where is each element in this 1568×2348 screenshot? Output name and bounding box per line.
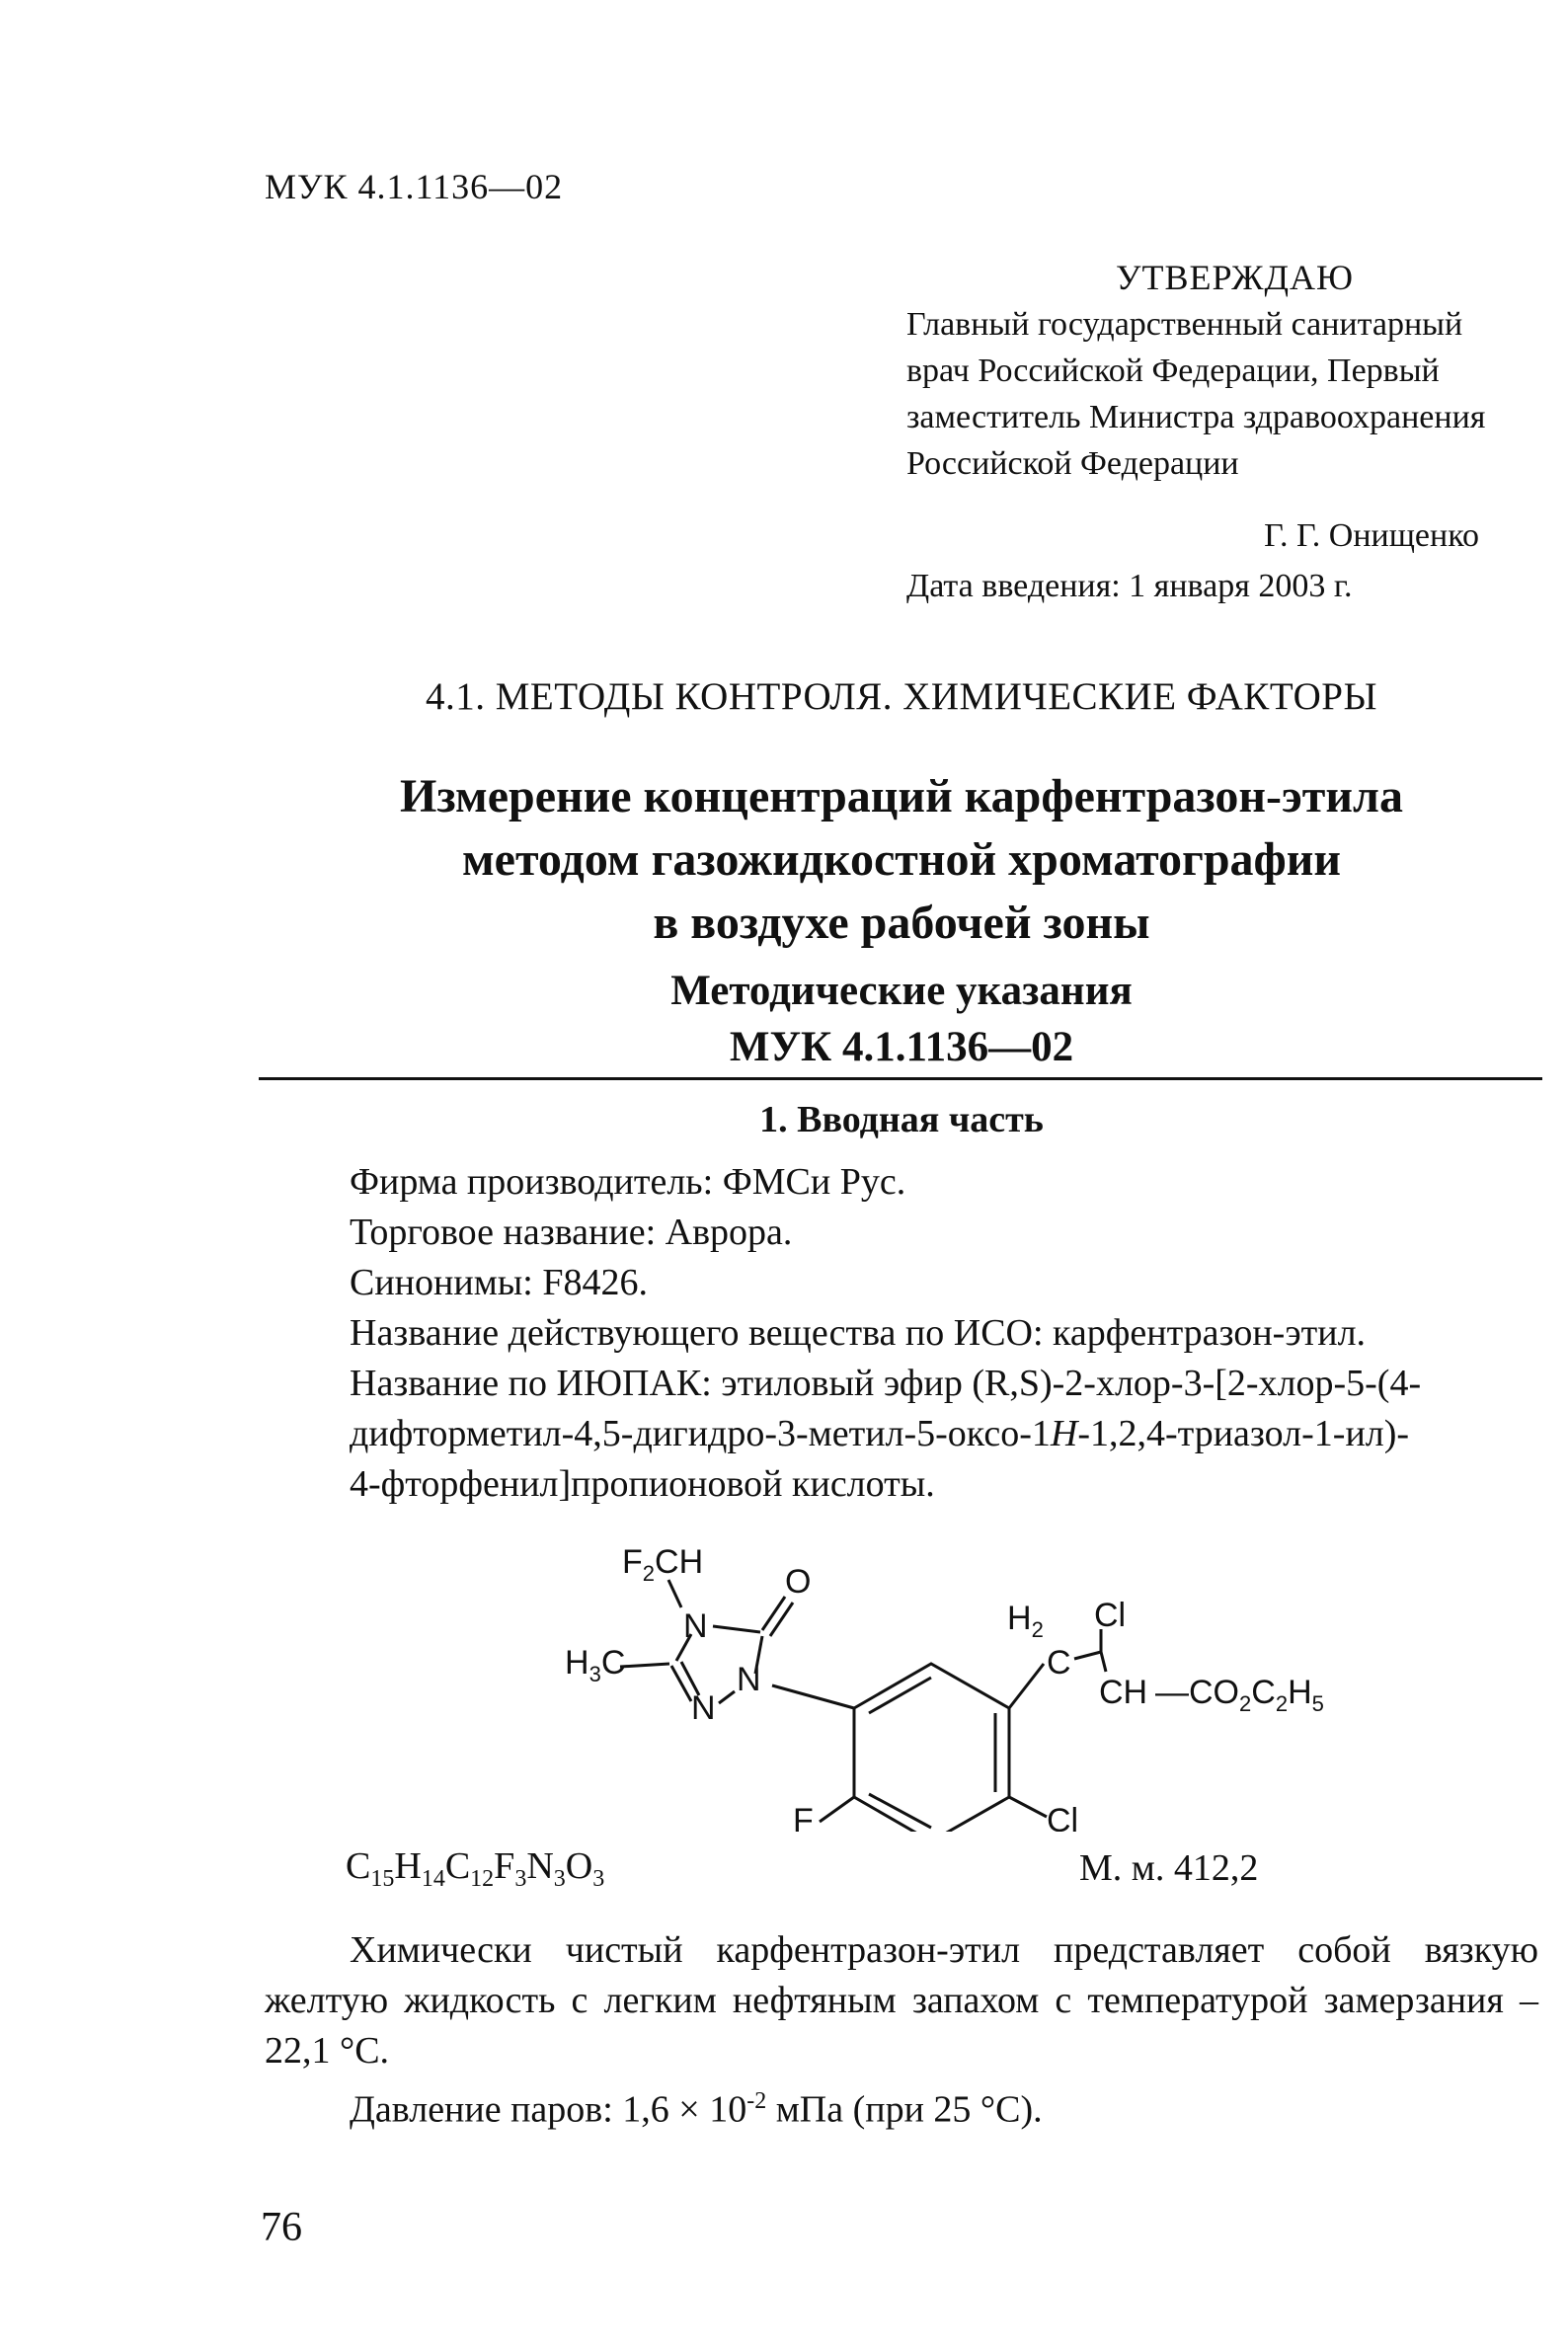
- atom-ester: $—CO_2C_2H_5$: [1155, 1674, 1324, 1716]
- manufacturer-line: Фирма производитель: ФМСи Рус.: [350, 1161, 906, 1203]
- trade-name-line: Торговое название: Аврора.: [350, 1212, 793, 1253]
- approval-line: Российской Федерации: [906, 445, 1239, 482]
- synonyms-line: Синонимы: F8426.: [350, 1262, 648, 1303]
- description-section: [265, 1925, 1538, 2136]
- running-head: МУК 4.1.1136—02: [265, 167, 564, 206]
- iupac-text: -1,2,4-триазол-1-ил)-: [1077, 1413, 1410, 1454]
- bond: [1009, 1797, 1047, 1817]
- atom-cl-ring: Cl: [1047, 1802, 1079, 1832]
- title-line: в воздухе рабочей зоны: [653, 897, 1150, 949]
- bond: [719, 1691, 735, 1703]
- approval-line: врач Российской Федерации, Первый: [906, 352, 1440, 389]
- atom-n-top: N: [683, 1607, 708, 1645]
- intro-heading: 1. Вводная часть: [759, 1099, 1044, 1140]
- atom-h2: $H_2$: [1007, 1600, 1044, 1642]
- atom-n-low: N: [691, 1689, 716, 1727]
- atom-h3c: $H_3C$: [565, 1644, 626, 1686]
- signatory: Г. Г. Онищенко: [1264, 517, 1479, 554]
- atom-o: O: [785, 1563, 812, 1601]
- subtitle-line: Методические указания: [670, 968, 1133, 1014]
- atom-c: C: [1047, 1644, 1071, 1682]
- description-paragraph: Химически чистый карфентразон-этил представляет собой вязкую желтую жидкость с легким нефтяным запахом с температурой замерзания – 22,1 °С.: [265, 1929, 1538, 2072]
- bond: [772, 1685, 854, 1708]
- bond: [671, 1666, 691, 1701]
- atom-n-mid: N: [737, 1661, 761, 1698]
- title-line: методом газожидкостной хроматографии: [461, 833, 1342, 886]
- bond: [620, 1664, 669, 1667]
- bond: [1074, 1652, 1101, 1659]
- atom-cl-top: Cl: [1094, 1597, 1127, 1634]
- iupac-text: дифторметил-4,5-дигидро-3-метил-5-оксо-1: [350, 1413, 1051, 1454]
- iupac-italic: H: [1050, 1413, 1078, 1454]
- bond: [1009, 1664, 1044, 1708]
- approval-line: заместитель Министра здравоохранения: [906, 399, 1486, 435]
- title-line: Измерение концентраций карфентразон-этила: [400, 770, 1403, 822]
- approval-heading: УТВЕРЖДАЮ: [1116, 258, 1355, 297]
- molecular-formula: $C_{15}H_{14}C_{12}F_3N_3O_3$: [346, 1845, 605, 1892]
- intro-section: [350, 1157, 1534, 1510]
- iupac-line: [350, 1409, 1534, 1459]
- approval-block: [906, 255, 1538, 609]
- structural-formula: [553, 1535, 1402, 1832]
- section-heading: 4.1. МЕТОДЫ КОНТРОЛЯ. ХИМИЧЕСКИЕ ФАКТОРЫ: [426, 675, 1377, 718]
- molar-mass: М. м. 412,2: [1079, 1847, 1259, 1889]
- iupac-line: 4-фторфенил]пропионовой кислоты.: [350, 1463, 935, 1505]
- bond: [668, 1580, 681, 1607]
- approval-line: Главный государственный санитарный: [906, 306, 1463, 343]
- iupac-line: Название по ИЮПАК: этиловый эфир (R,S)-2-хлор-3-[2-хлор-5-(4-: [350, 1363, 1422, 1404]
- atom-f2ch: $F_2CH$: [622, 1543, 704, 1586]
- iso-name-line: Название действующего вещества по ИСО: карфентразон-этил.: [350, 1312, 1367, 1354]
- atom-labels: [565, 1543, 1324, 1832]
- bond: [820, 1797, 854, 1822]
- atom-ch: CH: [1099, 1674, 1148, 1711]
- subtitle-line: МУК 4.1.1136—02: [729, 1024, 1074, 1070]
- bond: [713, 1626, 760, 1632]
- document-title: [265, 765, 1538, 955]
- vapor-pressure-paragraph: Давление паров: $1,6 \times 10^{-2}$ мПа (при 25 °С).: [350, 2088, 1043, 2131]
- benzene-ring: [854, 1664, 1009, 1832]
- atom-f: F: [793, 1802, 814, 1832]
- document-subtitle: [265, 963, 1538, 1075]
- introduction-date: Дата введения: 1 января 2003 г.: [906, 568, 1353, 604]
- bond: [770, 1603, 793, 1636]
- bond: [762, 1597, 785, 1630]
- bond: [1101, 1652, 1106, 1672]
- horizontal-rule: [259, 1077, 1542, 1080]
- page-number: 76: [261, 2205, 302, 2250]
